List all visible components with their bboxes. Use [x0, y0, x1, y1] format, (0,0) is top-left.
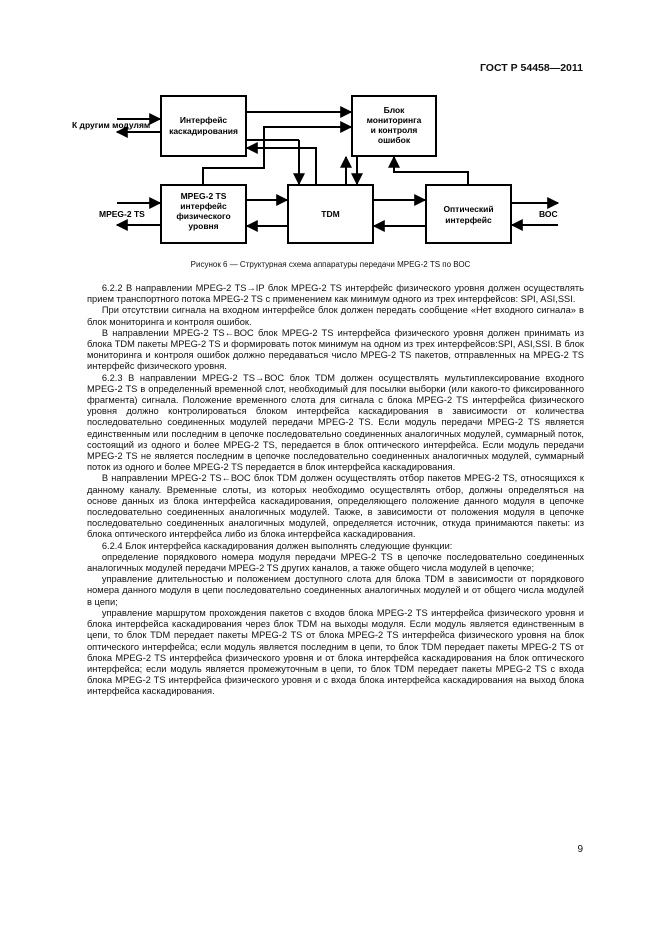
monitor-block-label: Блок мониторинга и контроля ошибок: [366, 105, 422, 145]
fiber-label: ВОС: [539, 209, 558, 219]
paragraph: В направлении MPEG-2 TS←ВОС блок MPEG-2 TS интерфейса физического уровня должен принимать из блока TDM пакеты MPEG-2 TS и формировать поток минимум на одном из трех интерфейсов:SPI, ASI,SSI. В блок мониторинга и контроля ошибок должно передаваться число MPEG-2 TS пакетов, отправленных на MPEG-2 TS интерфейс физического уровня.: [87, 327, 584, 372]
paragraph: 6.2.4 Блок интерфейса каскадирования должен выполнять следующие функции:: [101, 540, 453, 551]
paragraph: В направлении MPEG-2 TS←ВОС блок TDM должен осуществлять отбор пакетов MPEG-2 TS, относящихся к данному каналу. Временные слоты, из которых необходимо осуществлять отбор, должны определяться на основе данных из блока интерфейса каскадирования, определяющего положение данного модуля в цепочке последовательно соединенных аналогичных модулей. Также, в зависимости от положения модуля в цепочке последовательно соединенных аналогичных модулей, определяется источник, откуда принимаются пакеты: из блока оптического интерфейса либо из блока интерфейса каскадирования.: [87, 473, 584, 540]
arrow-tdm-cascade: [247, 148, 316, 185]
page-number: 9: [577, 844, 583, 855]
mpeg-input-label: MPEG-2 TS: [99, 209, 145, 219]
block-diagram: [0, 0, 661, 270]
mpeg-phys-block-label: MPEG-2 TS интерфейс физического уровня: [176, 191, 231, 231]
cascade-block-label: Интерфейс каскадирования: [169, 115, 238, 136]
other-modules-label: К другим модулям: [72, 120, 151, 130]
body-text: [87, 283, 584, 698]
paragraph: 6.2.3 В направлении MPEG-2 TS→ВОС блок TDM должен осуществлять мультиплексирование входного MPEG-2 TS в определенный временной слот, необходимый для посылки выборки (или какого-то фиксированного фрагмента) сигнала. Положение временного слота для сигнала с блока MPEG-2 TS интерфейса физического уровня должно контролироваться блоком интерфейса каскадирования в зависимости от количества последовательно соединенных модулей передачи MPEG-2 TS. Если модуль передачи MPEG-2 TS является единственным или последним в цепочке последовательно соединенных аналогичных модулей, суммарный поток, состоящий из одного и более MPEG-2 TS, передается в блок оптического интерфейса. Если модуль передачи MPEG-2 TS не является последним в цепочке последовательно соединенных аналогичных модулей, суммарный поток из одного и более MPEG-2 TS передается в блок интерфейса каскадирования.: [87, 372, 584, 473]
paragraph: 6.2.2 В направлении MPEG-2 TS→IP блок MPEG-2 TS интерфейс физического уровня должен осуществлять прием транспортного потока MPEG-2 TS с применением как минимум одного из трех интерфейсов: SPI, ASI,SSI.: [87, 283, 584, 305]
paragraph: определение порядкового номера модуля передачи MPEG-2 TS в цепочке последовательно соединенных аналогичных модулей передачи MPEG-2 TS других каналов, а также общего числа модулей в цепочке;: [87, 551, 584, 574]
document-header: ГОСТ Р 54458—2011: [479, 62, 583, 74]
paragraph: управление длительностью и положением доступного слота для блока TDM в зависимости от порядкового номера данного модуля в цепи последовательно соединенных аналогичных модулей и от общего числа модулей в цепи;: [87, 574, 584, 607]
paragraph: управление маршрутом прохождения пакетов с входов блока MPEG-2 TS интерфейса физического уровня и блока интерфейса каскадирования через блок TDM на выходы модуля. Если модуль является единственным в цепи, то блок TDM передает пакеты MPEG-2 TS от блока MPEG-2 TS интерфейса физического уровня на блок оптического интерфейса; если модуль является последним в цепи, то блок TDM передает пакеты MPEG-2 TS от блока MPEG-2 TS интерфейса физического уровня и от блока интерфейса каскадирования на блок оптического интерфейса; если модуль является промежуточным в цепи, то блок TDM передает пакеты MPEG-2 TS с входа блока MPEG-2 TS интерфейса физического уровня и с входа блока интерфейса каскадирования на выход блока интерфейса каскадирования.: [87, 607, 584, 697]
paragraph: При отсутствии сигнала на входном интерфейсе блок должен передать сообщение «Нет входного сигнала» в блок мониторинга и контроля ошибок.: [87, 305, 584, 327]
arrow-optical-monitor: [394, 157, 468, 185]
tdm-block-label: TDM: [321, 209, 340, 219]
optical-block-label: Оптический интерфейс: [443, 204, 494, 225]
optical-interface-block: [426, 185, 511, 243]
figure-caption: Рисунок 6 — Структурная схема аппаратуры передачи MPEG-2 TS по ВОС: [190, 260, 471, 269]
